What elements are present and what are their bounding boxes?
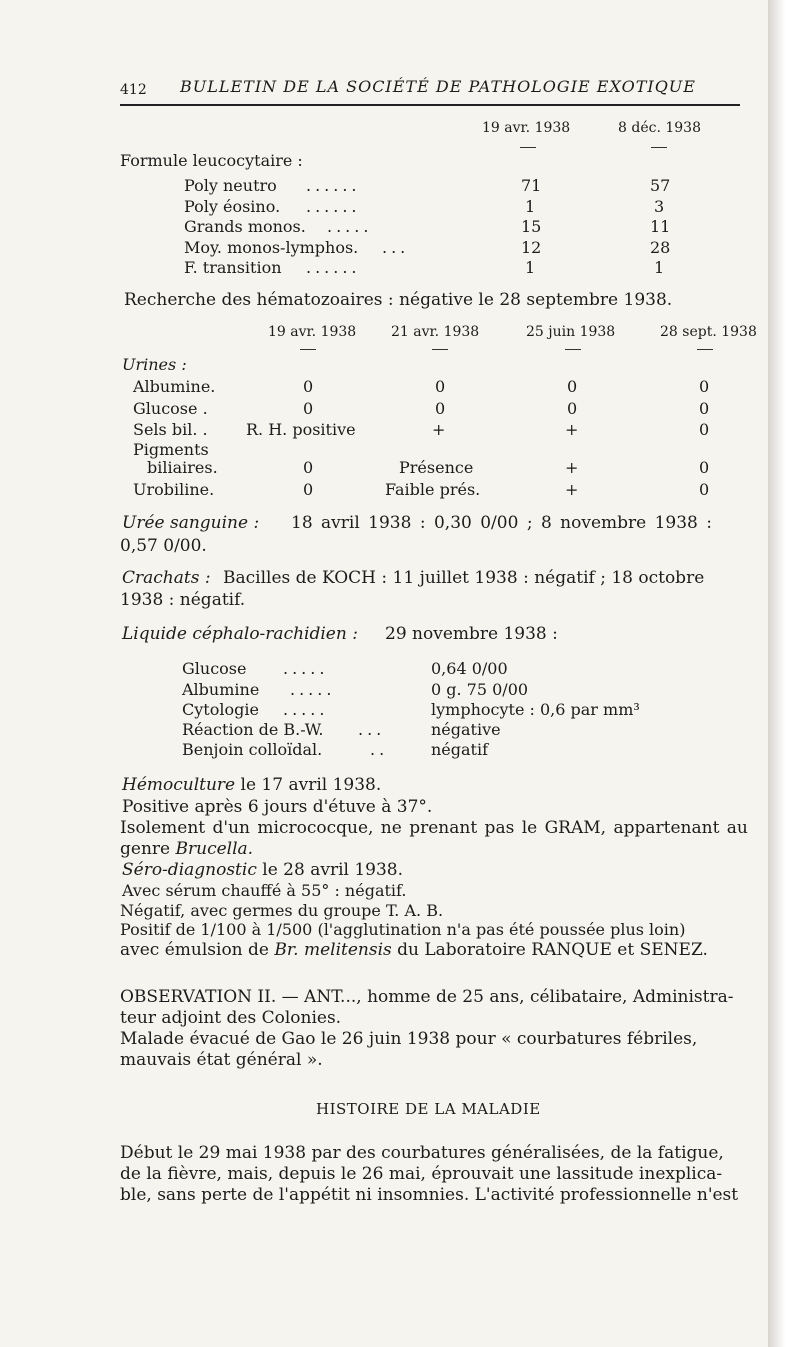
urines-cell: + [565, 420, 579, 439]
leader-dots: ..... [327, 217, 373, 236]
urines-cell: + [565, 458, 579, 477]
urines-cell: 0 [567, 399, 578, 418]
uree-label: Urée sanguine : [122, 513, 260, 533]
hemo-line-4 [120, 839, 253, 859]
urines-row-label: Urobiline. [133, 480, 215, 499]
formule-date-2: 8 déc. 1938 [618, 120, 701, 136]
formule-row-v2: 3 [654, 197, 665, 216]
lcr-row-label: Cytologie [182, 700, 259, 719]
urines-cell: Présence [399, 458, 474, 477]
hemo-line-1 [122, 775, 381, 795]
leader-dots: ...... [306, 197, 361, 216]
hemo-line-6: Avec sérum chauffé à 55° : négatif. [122, 881, 407, 900]
histoire-line-2: de la fièvre, mais, depuis le 26 mai, éprouvait une lassitude inexplica- [120, 1164, 723, 1184]
observation-line-3: Malade évacué de Gao le 26 juin 1938 pour « courbatures fébriles, [120, 1029, 698, 1049]
urines-row-label: Albumine. [133, 377, 216, 396]
formule-row-v2: 28 [650, 238, 671, 257]
lcr-row-value: négative [431, 720, 501, 739]
section-heading: HISTOIRE DE LA MALADIE [316, 1100, 541, 1118]
formule-row-label: Moy. monos-lymphos. [184, 238, 359, 257]
melitensis-term: Br. melitensis [274, 940, 392, 960]
observation-line-4: mauvais état général ». [120, 1050, 323, 1070]
urines-dash-1 [300, 349, 316, 350]
hemo-line-8: Positif de 1/100 à 1/500 (l'agglutination n'a pas été poussée plus loin) [120, 920, 686, 939]
formule-row-label: Grands monos. [184, 217, 306, 236]
formule-row-v1: 12 [521, 238, 542, 257]
formule-row-v1: 1 [525, 197, 536, 216]
recherche-line: Recherche des hématozoaires : négative le 28 septembre 1938. [124, 290, 673, 310]
urines-row-label: Sels bil. . [133, 420, 208, 439]
observation-line-2: teur adjoint des Colonies. [120, 1008, 342, 1028]
formule-dash-2 [651, 147, 667, 148]
sero-diagnostic-date: le 28 avril 1938. [262, 860, 404, 880]
page-gutter [768, 0, 800, 1347]
lcr-row-value: lymphocyte : 0,6 par mm³ [431, 700, 640, 719]
leader-dots: ...... [306, 258, 361, 277]
lcr-row-label: Réaction de B.-W. [182, 720, 324, 739]
laboratoire-text: du Laboratoire RANQUE et SENEZ. [397, 940, 708, 960]
lcr-row-label: Benjoin colloïdal. [182, 740, 323, 759]
leader-dots: ..... [290, 680, 336, 699]
urines-cell: 0 [567, 377, 578, 396]
lcr-row-value: 0,64 0/00 [431, 659, 508, 678]
urines-cell: 0 [699, 420, 710, 439]
formule-label: Formule leucocytaire : [120, 151, 303, 170]
leader-dots: ..... [283, 659, 329, 678]
urines-cell: 0 [303, 377, 314, 396]
formule-row-v1: 15 [521, 217, 542, 236]
urines-row-label: biliaires. [147, 458, 218, 477]
urines-date-3: 25 juin 1938 [526, 324, 616, 340]
urines-cell: + [432, 420, 446, 439]
hemo-line-7: Négatif, avec germes du groupe T. A. B. [120, 901, 444, 920]
leader-dots: .. [370, 740, 389, 759]
leader-dots: ..... [283, 700, 329, 719]
urines-date-2: 21 avr. 1938 [391, 324, 480, 340]
lcr-row-label: Glucose [182, 659, 247, 678]
urines-date-1: 19 avr. 1938 [268, 324, 357, 340]
urines-dash-3 [565, 349, 581, 350]
leader-dots: ... [358, 720, 386, 739]
crachats-label: Crachats : [122, 568, 211, 588]
lcr-row-value: 0 g. 75 0/00 [431, 680, 529, 699]
urines-cell: 0 [699, 458, 710, 477]
crachats-line-1: Bacilles de KOCH : 11 juillet 1938 : négatif ; 18 octobre [223, 568, 705, 588]
histoire-line-3: ble, sans perte de l'appétit ni insomnies. L'activité professionnelle n'est [120, 1185, 739, 1205]
lcr-row-value: négatif [431, 740, 489, 759]
crachats-line-2: 1938 : négatif. [120, 590, 246, 610]
formule-row-label: Poly neutro [184, 176, 277, 195]
leader-dots: ... [382, 238, 410, 257]
hemo-line-9 [120, 940, 708, 960]
formule-row-v2: 11 [650, 217, 671, 236]
running-title: BULLETIN DE LA SOCIÉTÉ DE PATHOLOGIE EXOTIQUE [180, 77, 696, 96]
hemoculture-date: le 17 avril 1938. [240, 775, 382, 795]
formule-row-v2: 57 [650, 176, 671, 195]
urines-cell: 0 [303, 399, 314, 418]
urines-cell: 0 [303, 480, 314, 499]
uree-line-2: 0,57 0/00. [120, 536, 207, 556]
formule-row-v1: 1 [525, 258, 536, 277]
urines-cell: Faible prés. [385, 480, 481, 499]
formule-row-label: F. transition [184, 258, 282, 277]
leader-dots: ...... [306, 176, 361, 195]
urines-cell: 0 [303, 458, 314, 477]
urines-cell: 0 [699, 480, 710, 499]
urines-cell: + [565, 480, 579, 499]
formule-dash-1 [520, 147, 536, 148]
urines-cell: 0 [435, 399, 446, 418]
urines-cell: 0 [435, 377, 446, 396]
urines-row-label: Glucose . [133, 399, 208, 418]
formule-date-1: 19 avr. 1938 [482, 120, 571, 136]
urines-row-label: Pigments [133, 440, 209, 459]
hemo-line-5 [122, 860, 403, 880]
lcr-date: 29 novembre 1938 : [385, 624, 558, 644]
formule-row-v1: 71 [521, 176, 542, 195]
header-rule [120, 104, 740, 106]
emulsion-text: avec émulsion de [120, 940, 269, 960]
hemo-line-2: Positive après 6 jours d'étuve à 37°. [122, 797, 433, 817]
sero-diagnostic-term: Séro-diagnostic [122, 860, 257, 880]
urines-dash-4 [697, 349, 713, 350]
page-number: 412 [120, 82, 147, 98]
urines-dash-2 [432, 349, 448, 350]
uree-line-1: 18 avril 1938 : 0,30 0/00 ; 8 novembre 1938 : [291, 513, 712, 533]
hemo-line-3: Isolement d'un micrococque, ne prenant pas le GRAM, appartenant au [120, 818, 748, 838]
histoire-line-1: Début le 29 mai 1938 par des courbatures généralisées, de la fatigue, [120, 1143, 724, 1163]
lcr-row-label: Albumine [182, 680, 260, 699]
genre-word: genre [120, 839, 171, 859]
urines-cell: 0 [699, 399, 710, 418]
urines-date-4: 28 sept. 1938 [660, 324, 757, 340]
formule-row-label: Poly éosino. [184, 197, 281, 216]
hemoculture-term: Hémoculture [122, 775, 236, 795]
brucella-term: Brucella. [175, 839, 254, 859]
urines-cell: R. H. positive [246, 420, 356, 439]
urines-cell: 0 [699, 377, 710, 396]
lcr-label: Liquide céphalo-rachidien : [122, 624, 358, 644]
formule-row-v2: 1 [654, 258, 665, 277]
observation-line-1: OBSERVATION II. — ANT..., homme de 25 ans, célibataire, Administra- [120, 987, 734, 1007]
urines-label: Urines : [122, 355, 187, 374]
